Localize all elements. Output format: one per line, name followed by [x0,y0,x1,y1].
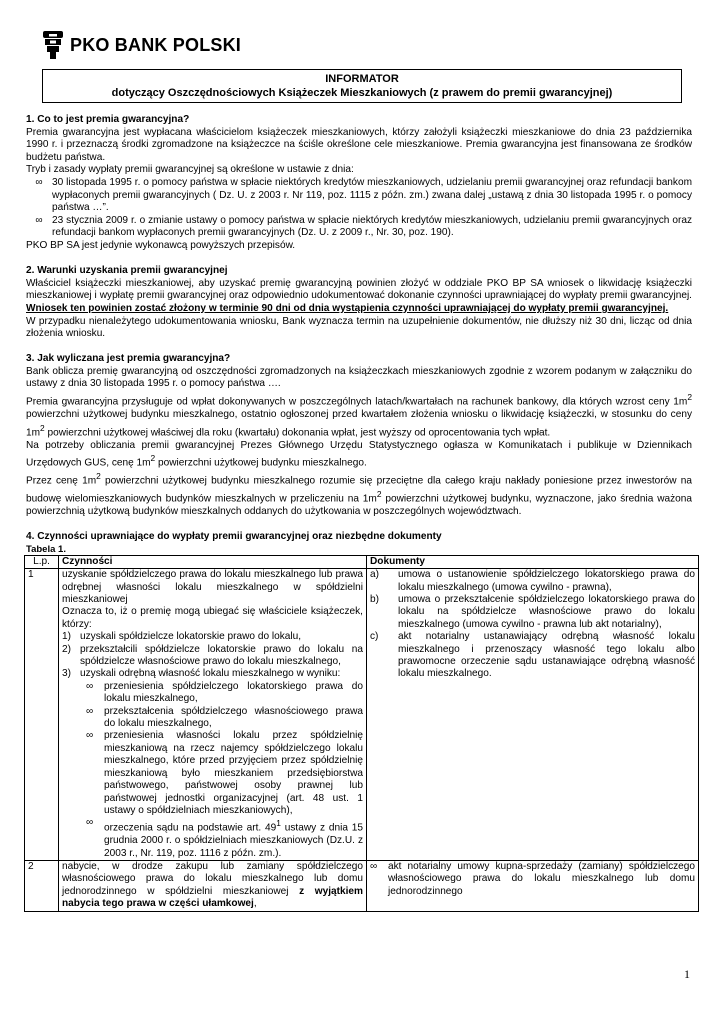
superscript: 2 [150,453,156,464]
bullet-icon: ∞ [86,680,94,692]
item-text-part: ustawy z dnia 15 grudnia 2000 r. o spółdzielniach mieszkaniowych (Dz.U. z 2003 r., Nr. 119, poz. 1116 z późn. zm.). [104,822,363,859]
activity-item [62,644,363,669]
item-marker: b) [370,594,379,606]
s3-text: Przez cenę 1m [26,475,97,487]
item-text: umowa o przekształcenie spółdzielczego lokatorskiego prawa do lokalu na spółdzielcze własnościowe prawo do lokalu mieszkalnego (umowa cywilno - prawna lub akt notarialny), [398,594,695,630]
s2-deadline-emphasis: Wniosek ten powinien zostać złożony w terminie 90 dni od dnia wystąpienia czynności uprawniającej do wypłaty premii gwarancyjnej. [26,302,669,314]
activity-exception: z wyjątkiem nabycia tego prawa w części ułamkowej [62,885,363,910]
section-4-heading: 4. Czynności uprawniające do wypłaty premii gwarancyjnej oraz niezbędne dokumenty [26,531,442,543]
activity-cell [59,860,367,911]
col-documents: Dokumenty [367,555,699,568]
activity-subitem [86,817,363,860]
item-marker: 3) [62,668,71,680]
s3-text: powierzchni użytkowej budynku, wyznaczone, jako średnia ważona powierzchnią użytkową budynków mieszkalnych oddanych do użytkowania w poszczególnych województwach. [26,493,692,518]
pko-bank-icon [42,30,64,60]
item-text: przeniesienia spółdzielczego lokatorskiego prawa do lokalu mieszkalnego, [104,680,363,705]
superscript: 2 [40,422,45,433]
section-1-heading: 1. Co to jest premia gwarancyjna? [26,114,190,125]
item-text: uzyskali odrębną własność lokalu mieszkalnego w wyniku: [80,668,341,680]
section-3-heading: 3. Jak wyliczana jest premia gwarancyjna? [26,353,231,365]
s2-text: Właściciel książeczki mieszkaniowej, aby uzyskać premię gwarancyjną powinien złożyć w oddziale PKO BP SA wniosek o likwidację książeczki mieszkaniowej i wypłatę premii gwarancyjnej oraz odpowiednio udokumentować dokonanie czynności uprawniającej do wypłaty premii gwarancyjnej. [26,277,692,302]
s3-text: powierzchni użytkowej budynku mieszkalnego, ostatnio ogłoszonej przed kwartałem złożenia wniosku o likwidację książeczki, w stosunku do ceny 1m [26,409,692,438]
activity-cell [59,569,367,861]
item-text: przekształcenia spółdzielczego własnościowego prawa do lokalu mieszkalnego, [104,705,363,730]
table-header-row [25,555,699,568]
row-number: 1 [25,569,59,861]
s3-text: powierzchni użytkowej budynku mieszkalnego. [155,457,367,469]
activity-item [62,631,363,643]
item-text: akt notarialny umowy kupna-sprzedaży (zamiany) spółdzielczego własnościowego prawa do lokalu mieszkalnego lub domu jednorodzinnego [388,860,695,897]
item-text: umowa o ustanowienie spółdzielczego lokatorskiego prawa do lokalu mieszkalnego (umowa cywilno - prawna), [398,569,695,593]
s3-paragraph-3 [26,440,692,471]
document-item [370,631,695,681]
activity-item [62,668,363,680]
s3-text: powierzchni użytkowej budynku mieszkalnego rozumie się przeciętne dla całego kraju nakłady poniesione przez inwestorów na budowę wielomieszkaniowych budynków mieszkalnych w przeliczeniu na 1m [26,475,692,505]
document-item [370,861,695,898]
item-text: przeniesienia własności lokalu przez spółdzielnię mieszkaniową na rzecz najemcy spółdzielczego lokalu mieszkalnego, które przed przyjęciem przez spółdzielnię mieszkaniową było mieszkaniem przedsiębiorstwa państwowego, państwowej osoby prawnej lub państwowej jednostki organizacyjnej (art. 48 ust. 1 ustawy o spółdzielniach mieszkaniowych), [104,730,363,816]
documents-cell [367,569,699,861]
item-text [104,817,363,860]
title-line-1: INFORMATOR [325,73,399,85]
activity-text: nabycie, w drodze zakupu lub zamiany spółdzielczego własnościowego prawa do lokalu mieszkalnego lub domu jednorodzinnego w spółdzielni mieszkaniowej [62,860,363,897]
col-activities: Czynności [59,555,367,568]
s2-paragraph-2: W przypadku nienależytego udokumentowania wniosku, Bank wyznacza termin na uzupełnienie dokumentów, nie dłuższy niż 30 dni, licząc od dnia złożenia wniosku. [26,315,692,340]
documents-cell [367,860,699,911]
s1-bullet-2-text: 23 stycznia 2009 r. o zmianie ustawy o pomocy państwa w spłacie niektórych kredytów mieszkaniowych, udzielaniu premii gwarancyjnych oraz refundacji bankom wypłaconych premii gwarancyjnych (Dz. U. z 2009 r., Nr. 30, poz. 190). [52,214,692,239]
item-text: akt notarialny ustanawiający odrębną własność lokalu mieszkalnego i przenoszący własność tego lokalu albo prawomocne orzeczenie sądu ustanawiające odrębną własność lokalu mieszkalnego. [398,631,695,680]
row-number: 2 [25,860,59,911]
item-text-part: orzeczenia sądu na podstawie art. 49 [104,822,277,834]
s1-paragraph-2: Tryb i zasady wypłaty premii gwarancyjnej są określone w ustawie z dnia: [26,164,354,176]
activity-note: Oznacza to, iż o premię mogą ubiegać się właściciele książeczek, którzy: [62,606,363,630]
col-lp: L.p. [25,555,59,568]
logo-text: PKO BANK POLSKI [70,34,242,55]
item-marker: c) [370,631,379,643]
document-body [26,114,695,912]
superscript: 2 [687,392,692,403]
superscript: 2 [376,489,382,500]
item-marker: 1) [62,631,71,643]
table-row [25,860,699,911]
s3-text: Na potrzeby obliczania premii gwarancyjnej Prezes Głównego Urzędu Statystycznego ogłasza w Komunikatach i publikuje w Dziennikach Urzędowych GUS, cenę 1m [26,439,692,469]
bullet-icon: ∞ [370,860,378,872]
activity-subitem [86,681,363,706]
table-label: Tabela 1. [26,543,66,555]
s1-bullet-1 [26,177,692,215]
s1-paragraph-1: Premia gwarancyjna jest wypłacana właścicielom książeczek mieszkaniowych, którzy założyli książeczki mieszkaniowe do dnia 23 października 1990 r. i przeznaczą środki zgromadzone na książeczce na ściśle określone cele mieszkaniowe. Premia gwarancyjna jest finansowana ze środków budżetu państwa. [26,126,692,163]
bullet-icon: ∞ [86,705,94,717]
activity-subitem [86,706,363,731]
s3-paragraph-4 [26,470,692,519]
s1-bullet-1-text: 30 listopada 1995 r. o pomocy państwa w spłacie niektórych kredytów mieszkaniowych, udzielaniu premii gwarancyjnej oraz refundacji bankom wypłaconych premii gwarancyjnych ( Dz. U. z 2003 r. Nr 119, poz. 1115 z późn. zm.) zwana dalej „ustawą z dnia 30 listopada 1995 r. o pomocy państwa …”. [52,176,692,214]
s3-text: powierzchni użytkowej właściwej dla roku (kwartału) dokonania wpłat, jest wyższy od oprocentowania tych wpłat. [44,426,551,438]
item-marker: 2) [62,643,71,655]
section-2-heading: 2. Warunki uzyskania premii gwarancyjnej [26,265,228,277]
s3-text: Premia gwarancyjna przysługuje od wpłat dokonywanych w poszczególnych latach/kwartałach na rachunek bankowy, dla których wzrost ceny 1m [26,396,688,408]
document-title [42,69,682,103]
bullet-icon: ∞ [35,176,43,188]
document-item [370,569,695,594]
bullet-icon: ∞ [86,817,94,829]
superscript: 2 [96,471,101,482]
item-marker: a) [370,569,379,581]
activity-intro: uzyskanie spółdzielczego prawa do lokalu mieszkalnego lub prawa odrębnej własności lokalu mieszkalnego w spółdzielni mieszkaniowej [62,569,363,606]
bullet-icon: ∞ [35,214,43,226]
s1-bullet-2 [26,215,692,240]
activity-text-end: , [253,898,257,910]
item-text: przekształcili spółdzielcze lokatorskie prawo do lokalu na spółdzielcze własnościowe prawo do lokalu mieszkalnego, [80,643,363,668]
bank-logo [42,30,241,60]
page-number: 1 [684,967,690,981]
title-line-2: dotyczący Oszczędnościowych Książeczek Mieszkaniowych (z prawem do premii gwarancyjnej) [111,87,613,99]
document-item [370,594,695,631]
activity-subitem [86,730,363,817]
superscript: 1 [276,818,281,829]
bullet-icon: ∞ [86,730,94,742]
s3-paragraph-1: Bank oblicza premię gwarancyjną od oszczędności zgromadzonych na książeczkach mieszkaniowych zgodnie z wzorem podanym w załączniku do ustawy z dnia 30 listopada 1995 r. o pomocy państwa …. [26,365,692,390]
table-row [25,569,699,861]
s1-paragraph-3: PKO BP SA jest jedynie wykonawcą powyższych przepisów. [26,239,296,251]
item-text: uzyskali spółdzielcze lokatorskie prawo do lokalu, [80,631,302,643]
s3-paragraph-2 [26,391,692,440]
documents-table [24,555,699,912]
s2-paragraph-1 [26,278,692,316]
